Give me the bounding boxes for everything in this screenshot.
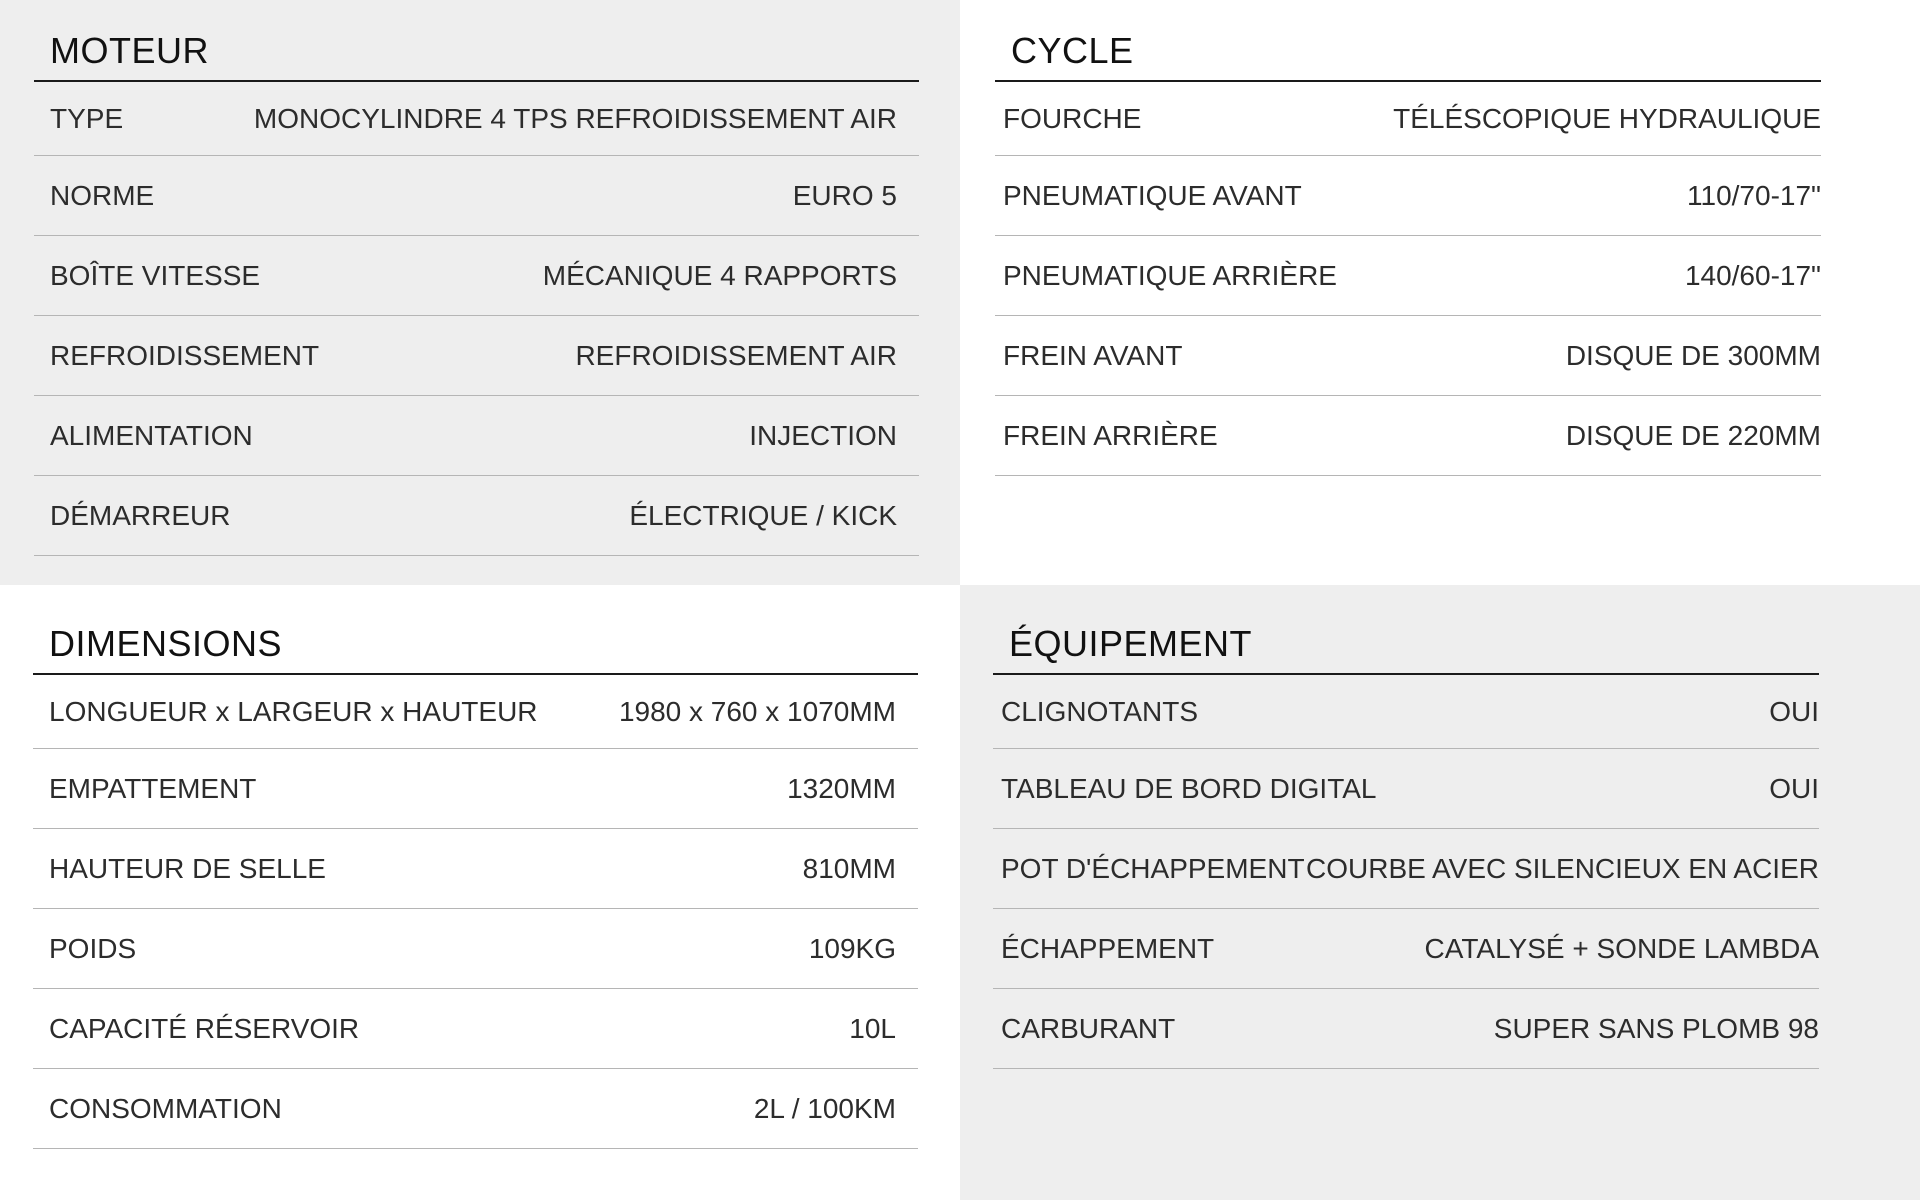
dimensions-section [33, 621, 918, 1149]
cycle-title: CYCLE [995, 28, 1821, 82]
spec-label: FREIN ARRIÈRE [1003, 419, 1218, 451]
spec-value: 110/70-17" [1687, 179, 1821, 211]
spec-value: 1320MM [787, 772, 896, 804]
spec-label: POT D'ÉCHAPPEMENT [1001, 852, 1305, 884]
spec-value: OUI [1769, 772, 1819, 804]
spec-label: CAPACITÉ RÉSERVOIR [49, 1012, 360, 1044]
spec-value: REFROIDISSEMENT AIR [575, 339, 897, 371]
spec-value: DISQUE DE 220MM [1565, 419, 1821, 451]
spec-row [995, 156, 1821, 236]
spec-label: POIDS [49, 932, 137, 964]
spec-value: CATALYSÉ + SONDE LAMBDA [1424, 932, 1819, 964]
spec-row [33, 909, 918, 989]
spec-label: TABLEAU DE BORD DIGITAL [1001, 772, 1377, 804]
spec-row [33, 829, 918, 909]
spec-label: REFROIDISSEMENT [50, 339, 320, 371]
spec-value: 140/60-17" [1684, 259, 1821, 291]
spec-row [33, 675, 918, 749]
spec-label: CLIGNOTANTS [1001, 695, 1199, 727]
moteur-panel [0, 0, 960, 585]
spec-value: 810MM [802, 852, 896, 884]
spec-row [33, 1069, 918, 1149]
dimensions-panel [0, 585, 960, 1200]
equipement-title: ÉQUIPEMENT [993, 621, 1819, 675]
spec-value: 10L [849, 1012, 896, 1044]
spec-row [34, 476, 919, 556]
spec-row [995, 236, 1821, 316]
spec-label: NORME [50, 179, 155, 211]
spec-row [33, 989, 918, 1069]
spec-label: BOÎTE VITESSE [50, 259, 261, 291]
spec-value: COURBE AVEC SILENCIEUX EN ACIER [1306, 852, 1819, 884]
spec-label: PNEUMATIQUE ARRIÈRE [1003, 259, 1337, 291]
spec-value: OUI [1769, 695, 1819, 727]
spec-label: ÉCHAPPEMENT [1001, 932, 1215, 964]
spec-row [995, 82, 1821, 156]
spec-row [993, 749, 1819, 829]
spec-value: 2L / 100KM [753, 1092, 896, 1124]
spec-row [33, 749, 918, 829]
spec-value: INJECTION [749, 419, 897, 451]
moteur-section [34, 28, 919, 556]
spec-row [34, 82, 919, 156]
spec-row [993, 909, 1819, 989]
dimensions-rows [33, 675, 918, 1149]
spec-label: CARBURANT [1001, 1012, 1176, 1044]
cycle-panel [960, 0, 1920, 585]
spec-label: HAUTEUR DE SELLE [49, 852, 326, 884]
spec-label: EMPATTEMENT [49, 772, 257, 804]
spec-row [993, 675, 1819, 749]
equipement-rows [993, 675, 1819, 1069]
spec-label: ALIMENTATION [50, 419, 253, 451]
spec-value: DISQUE DE 300MM [1565, 339, 1821, 371]
spec-value: EURO 5 [792, 179, 897, 211]
spec-row [993, 989, 1819, 1069]
spec-row [993, 829, 1819, 909]
spec-value: MONOCYLINDRE 4 TPS REFROIDISSEMENT AIR [253, 102, 897, 134]
spec-label: CONSOMMATION [49, 1092, 282, 1124]
spec-value: 109KG [808, 932, 896, 964]
spec-value: ÉLECTRIQUE / KICK [629, 499, 897, 531]
spec-row [34, 156, 919, 236]
spec-label: PNEUMATIQUE AVANT [1003, 179, 1302, 211]
spec-value: SUPER SANS PLOMB 98 [1493, 1012, 1819, 1044]
spec-label: LONGUEUR x LARGEUR x HAUTEUR [49, 695, 538, 727]
moteur-title: MOTEUR [34, 28, 919, 82]
spec-row [995, 316, 1821, 396]
spec-row [34, 396, 919, 476]
equipement-panel [960, 585, 1920, 1200]
spec-row [34, 236, 919, 316]
spec-row [995, 396, 1821, 476]
dimensions-title: DIMENSIONS [33, 621, 918, 675]
spec-label: DÉMARREUR [50, 499, 231, 531]
cycle-section [995, 28, 1821, 476]
spec-label: FOURCHE [1003, 102, 1142, 134]
spec-value: TÉLÉSCOPIQUE HYDRAULIQUE [1393, 102, 1821, 134]
spec-value: 1980 x 760 x 1070MM [618, 695, 896, 727]
spec-row [34, 316, 919, 396]
cycle-rows [995, 82, 1821, 476]
moteur-rows [34, 82, 919, 556]
spec-label: FREIN AVANT [1003, 339, 1183, 371]
spec-value: MÉCANIQUE 4 RAPPORTS [542, 259, 897, 291]
spec-label: TYPE [50, 102, 124, 134]
equipement-section [993, 621, 1819, 1069]
